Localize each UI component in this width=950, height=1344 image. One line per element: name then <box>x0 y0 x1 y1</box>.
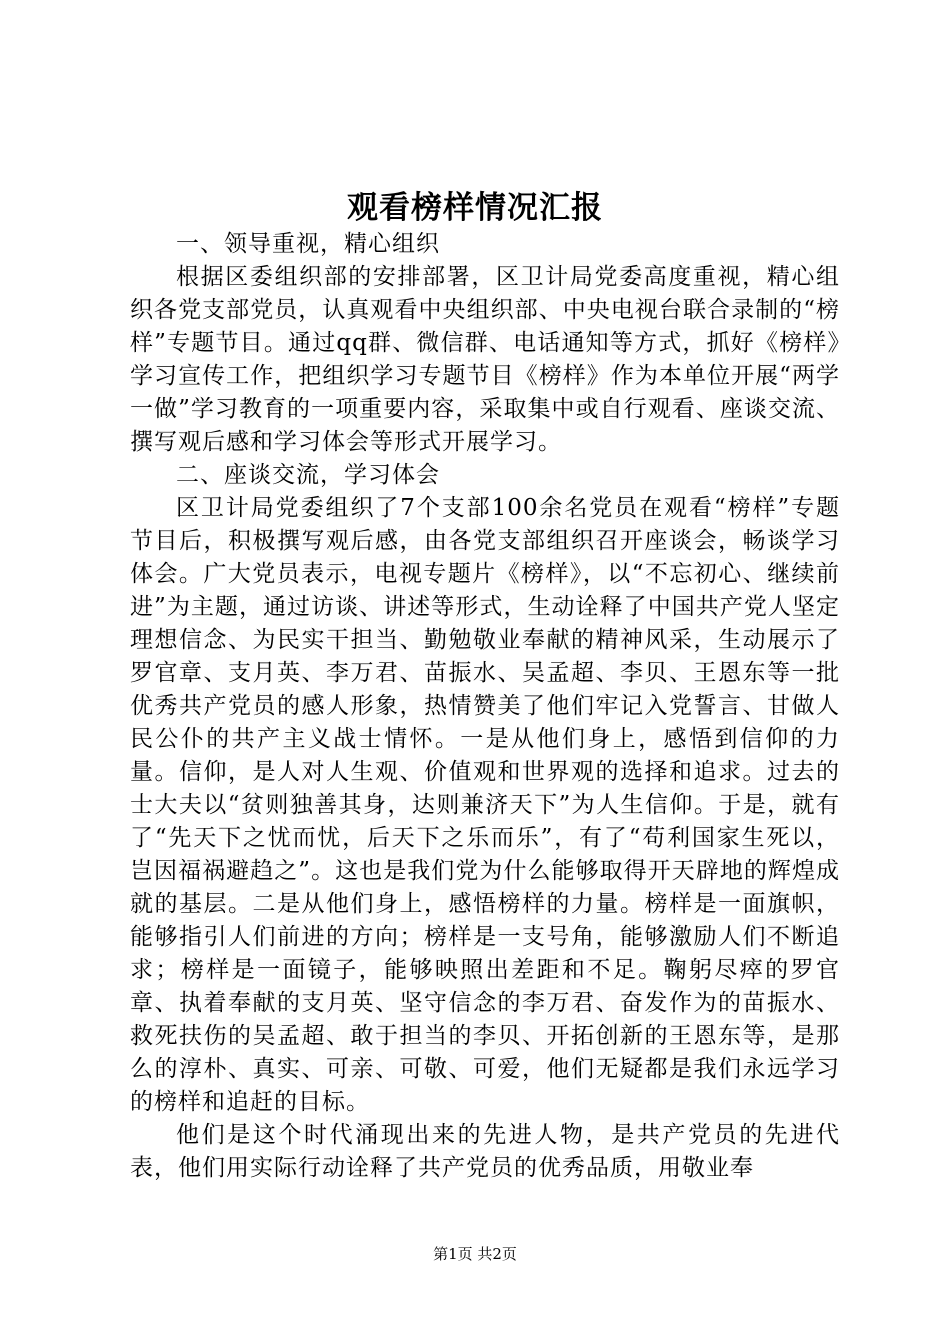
paragraph-3: 他们是这个时代涌现出来的先进人物，是共产党员的先进代表，他们用实际行动诠释了共产党员的优秀品质，用敬业奉 <box>130 1122 840 1181</box>
document-body <box>130 228 840 1185</box>
section-heading-2: 二、座谈交流，学习体会 <box>176 462 440 488</box>
section-heading-1: 一、领导重视，精心组织 <box>176 231 440 257</box>
page-footer: 第1页 共2页 <box>433 1245 517 1263</box>
document-title: 观看榜样情况汇报 <box>347 190 603 226</box>
paragraph-1: 根据区委组织部的安排部署，区卫计局党委高度重视，精心组织各党支部党员，认真观看中央组织部、中央电视台联合录制的“榜样”专题节目。通过qq群、微信群、电话通知等方式，抓好《榜样》学习宣传工作，把组织学习专题节目《榜样》作为本单位开展“两学一做”学习教育的一项重要内容，采取集中或自行观看、座谈交流、撰写观后感和学习体会等形式开展学习。 <box>130 264 840 455</box>
paragraph-2: 区卫计局党委组织了7个支部100余名党员在观看“榜样”专题节目后，积极撰写观后感，由各党支部组织召开座谈会，畅谈学习体会。广大党员表示，电视专题片《榜样》，以“不忘初心、继续前进”为主题，通过访谈、讲述等形式，生动诠释了中国共产党人坚定理想信念、为民实干担当、勤勉敬业奉献的精神风采，生动展示了罗官章、支月英、李万君、苗振水、吴孟超、李贝、王恩东等一批优秀共产党员的感人形象，热情赞美了他们牢记入党誓言、甘做人民公仆的共产主义战士情怀。一是从他们身上，感悟到信仰的力量。信仰，是人对人生观、价值观和世界观的选择和追求。过去的士大夫以“贫则独善其身，达则兼济天下”为人生信仰。于是，就有了“先天下之忧而忧，后天下之乐而乐”，有了“苟利国家生死以，岂因福祸避趋之”。这也是我们党为什么能够取得开天辟地的辉煌成就的基层。二是从他们身上，感悟榜样的力量。榜样是一面旗帜，能够指引人们前进的方向；榜样是一支号角，能够激励人们不断追求；榜样是一面镜子，能够映照出差距和不足。鞠躬尽瘁的罗官章、执着奉献的支月英、坚守信念的李万君、奋发作为的苗振水、救死扶伤的吴孟超、敢于担当的李贝、开拓创新的王恩东等，是那么的淳朴、真实、可亲、可敬、可爱，他们无疑都是我们永远学习的榜样和追赶的目标。 <box>130 495 840 1115</box>
